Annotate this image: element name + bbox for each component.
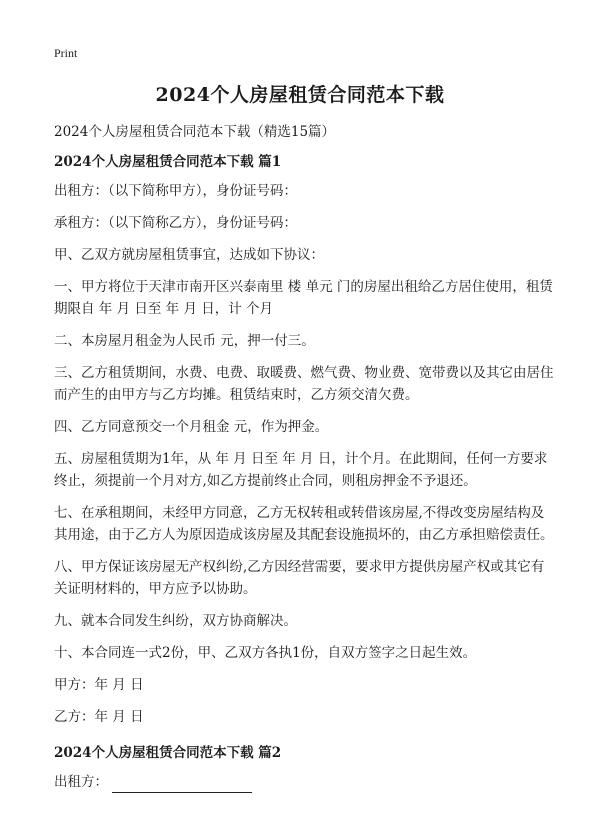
paragraph-clause-1: 一、甲方将位于天津市南开区兴泰南里 楼 单元 门的房屋出租给乙方居住使用，租赁期限自 年 月 日至 年 月 日，计 个月 [54, 279, 553, 317]
document-subtitle: 2024个人房屋租赁合同范本下载（精选15篇） [54, 124, 336, 140]
paragraph-clause-4: 四、乙方同意预交一个月租金 元，作为押金。 [54, 419, 329, 435]
paragraph-clause-7: 七、在承租期间，未经甲方同意，乙方无权转租或转借该房屋,不得改变房屋结构及其用途，由于乙方人为原因造成该房屋及其配套设施损坏的，由乙方承担赔偿责任。 [54, 505, 554, 543]
paragraph-lessee: 承租方：（以下简称乙方），身份证号码： [54, 215, 297, 231]
section-2-lessor-line [54, 771, 554, 793]
paragraph-agreement-intro: 甲、乙双方就房屋租赁事宜，达成如下协议： [54, 247, 324, 263]
paragraph-clause-10: 十、本合同连一式2份，甲、乙双方各执1份，自双方签字之日起生效。 [54, 645, 477, 661]
paragraph-clause-9: 九、就本合同发生纠纷，双方协商解决。 [54, 613, 297, 629]
section-2-lessor-label: 出租方： [54, 774, 108, 790]
lessor-blank-line [112, 778, 252, 793]
paragraph-clause-2: 二、本房屋月租金为人民币 元，押一付三。 [54, 333, 315, 349]
signature-party-a: 甲方：年 月 日 [54, 677, 144, 693]
paragraph-clause-8: 八、甲方保证该房屋无产权纠纷,乙方因经营需要，要求甲方提供房屋产权或其它有关证明材料的，甲方应予以协助。 [54, 559, 545, 597]
signature-party-b: 乙方：年 月 日 [54, 709, 144, 725]
paragraph-clause-3: 三、乙方租赁期间，水费、电费、取暖费、燃气费、物业费、宽带费以及其它由居住而产生的由甲方与乙方均摊。租赁结束时，乙方须交清欠费。 [54, 365, 554, 403]
paragraph-lessor: 出租方：（以下简称甲方），身份证号码： [54, 183, 297, 199]
section-2-heading: 2024个人房屋租赁合同范本下载 篇2 [54, 745, 282, 761]
print-link[interactable]: Print [54, 46, 78, 60]
document-title: 2024个人房屋租赁合同范本下载 [155, 84, 445, 106]
paragraph-clause-5: 五、房屋租赁期为1年，从 年 月 日至 年 月 日，计个月。在此期间，任何一方要求终止，须提前一个月对方,如乙方提前终止合同，则租房押金不予退还。 [54, 451, 548, 489]
section-1-heading: 2024个人房屋租赁合同范本下载 篇1 [54, 154, 282, 170]
document-body [54, 150, 554, 793]
